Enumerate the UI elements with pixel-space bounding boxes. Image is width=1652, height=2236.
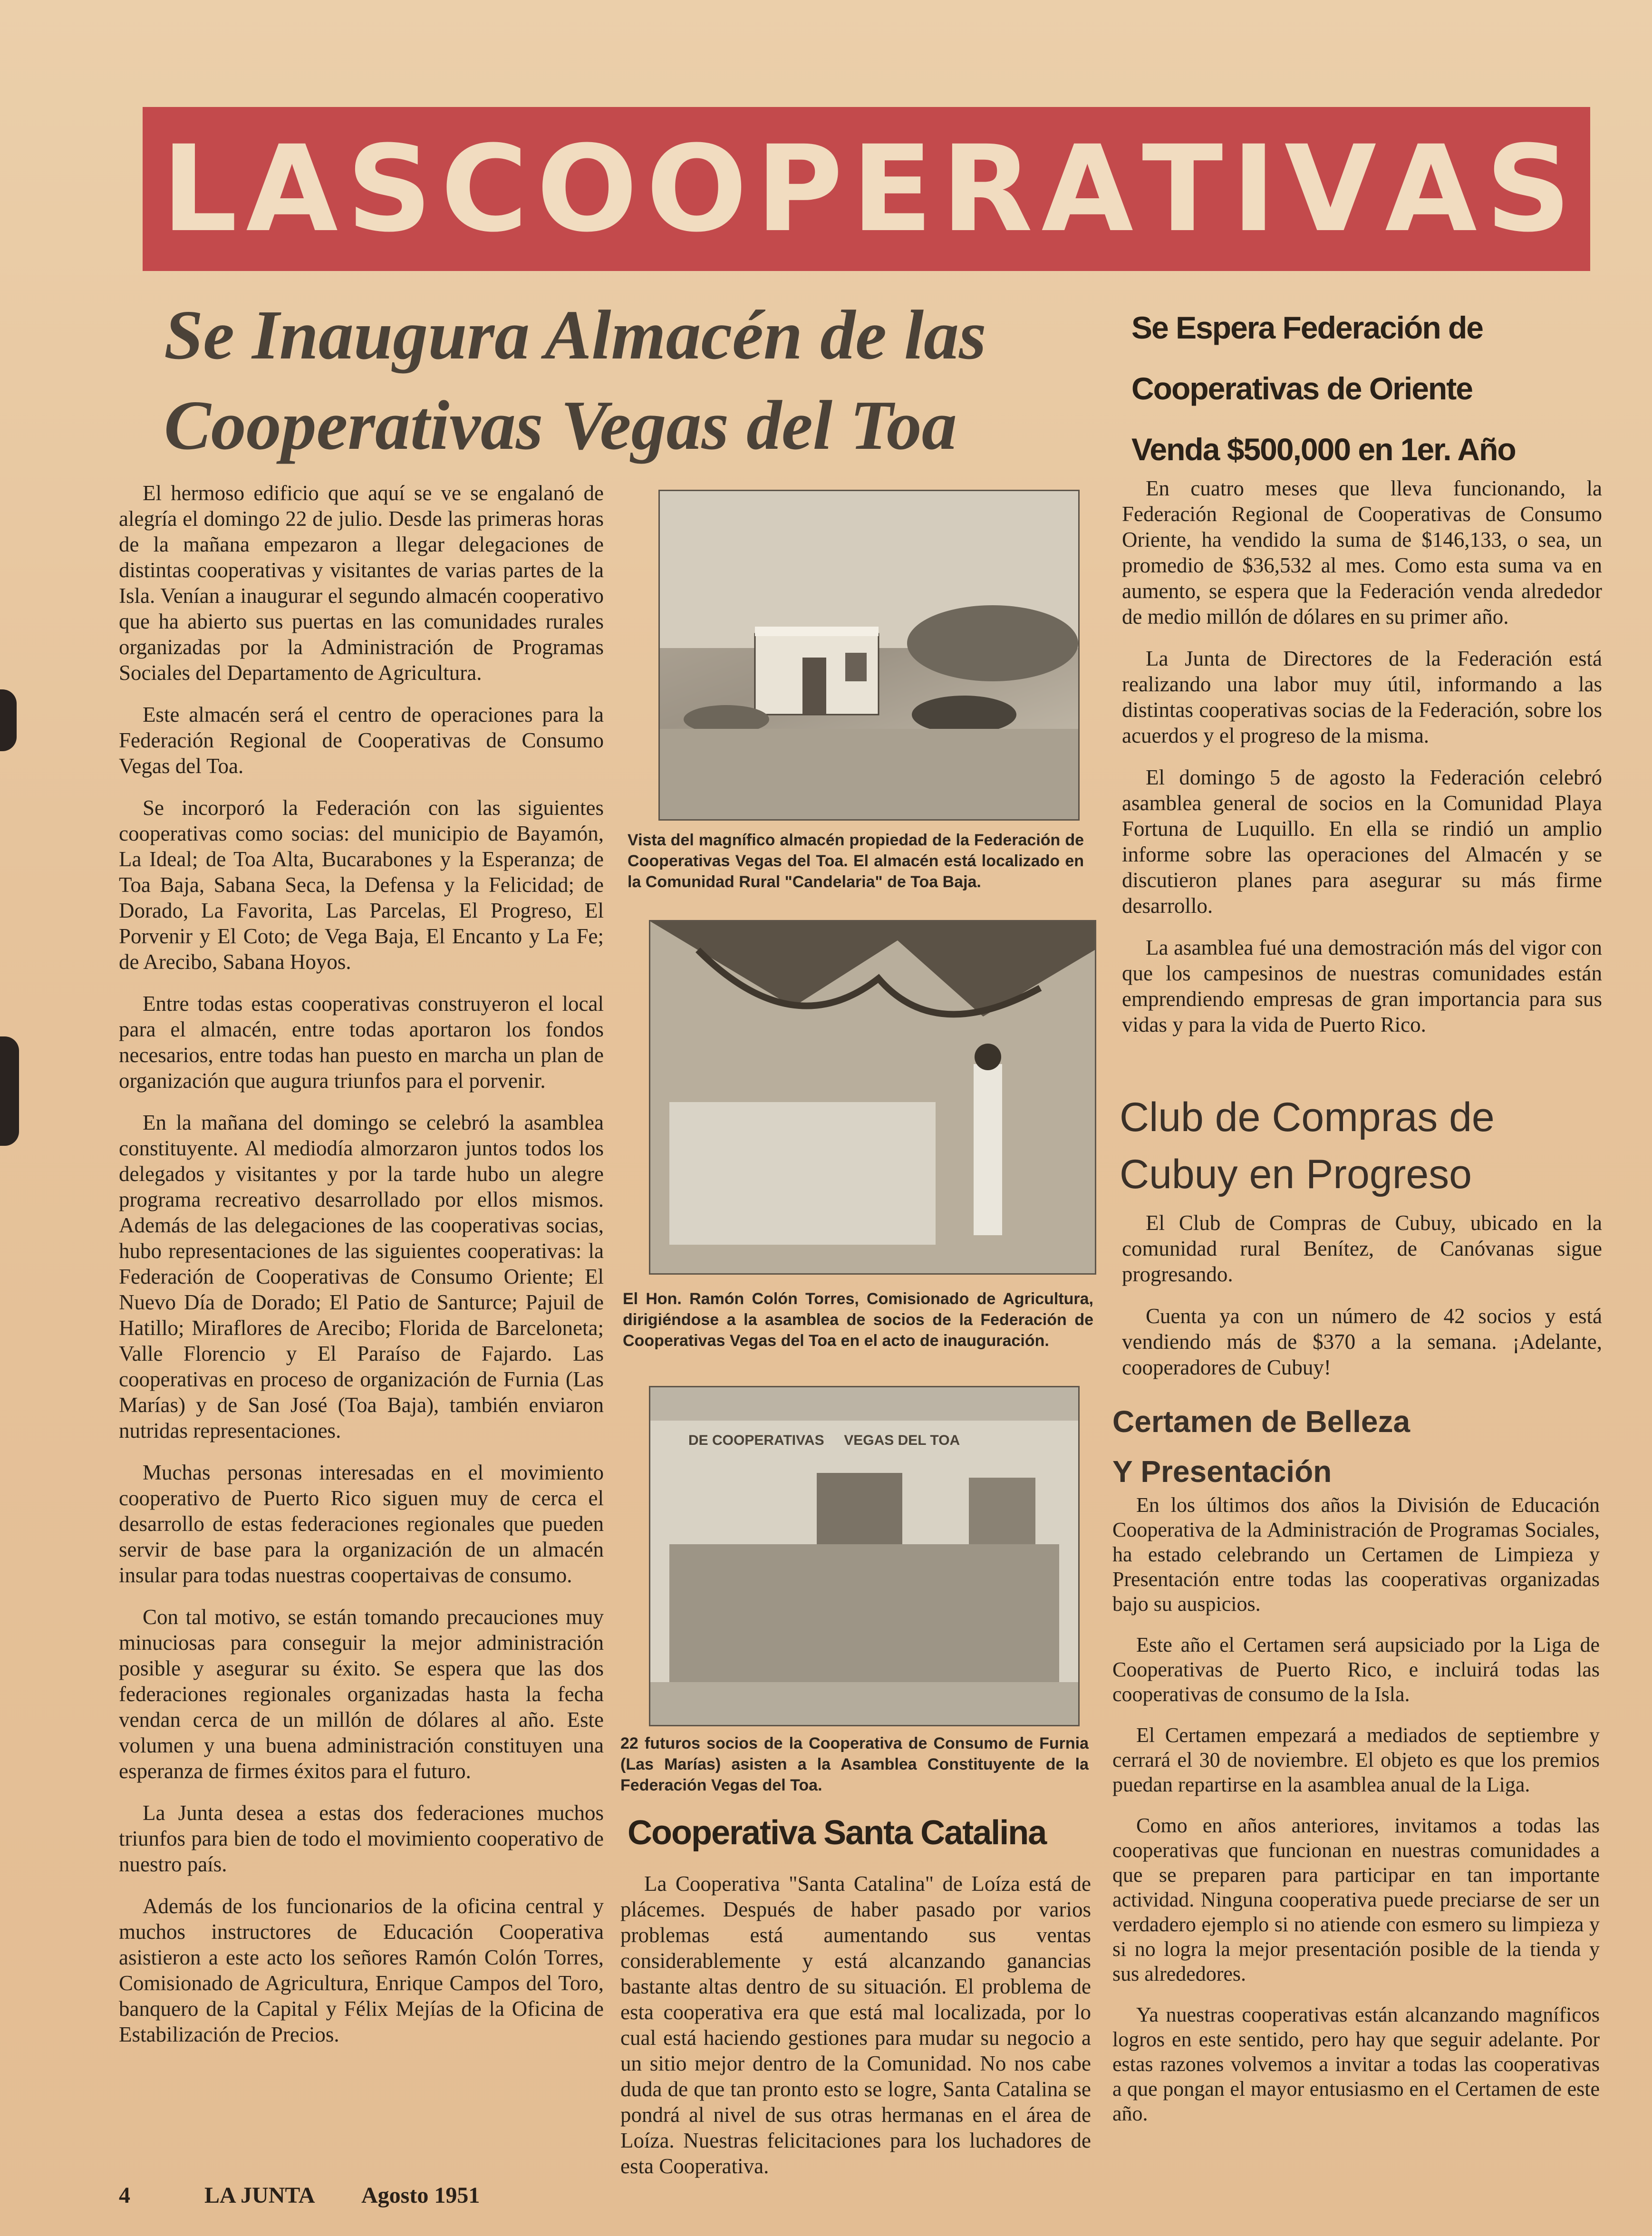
group-photo [649, 1386, 1080, 1726]
article-paragraph: En cuatro meses que lleva funcionando, la Federación Regional de Cooperativas de Consumo Oriente, ha vendido la suma de $146,133, o sea, un promedio de $36,532 al mes. Como esta suma va en aumento, se espera que la Federación venda alrededor de medio millón de dólares en su primer año. [1122, 476, 1602, 629]
masthead-letter: A [1385, 120, 1477, 258]
masthead-letter: S [346, 120, 432, 258]
article-paragraph: Además de los funcionarios de la oficina central y muchos instructores de Educación Cooperativa asistieron a este acto los señores Ramón Colón Torres, Comisionado de Agricultura, Enrique Campos del Toro, banquero de la Capital y Félix Mejías de la Oficina de Estabilización de Precios. [119, 1894, 604, 2046]
article-paragraph: Con tal motivo, se están tomando precauciones muy minuciosas para conseguir la mejor administración posible y asegurar su éxito. Se espera que las dos federaciones regionales organizadas hasta la fecha vendan cerca de un millón de dólares al año. Este volumen y una buena administración constituyen una esperanza de firmes éxitos para el futuro. [119, 1605, 604, 1783]
santa-catalina-headline: Cooperativa Santa Catalina [628, 1814, 1046, 1852]
assembly-photo [649, 920, 1096, 1275]
federacion-headline [1131, 297, 1588, 480]
masthead-letter: O [536, 120, 638, 258]
article-paragraph: El Certamen empezará a mediados de septiembre y cerrará el 30 de noviembre. El objeto es que los premios puedan repartirse en la asamblea anual de la Liga. [1112, 1723, 1600, 1796]
article-paragraph: El domingo 5 de agosto la Federación celebró asamblea general de socios en la Comunidad Playa Fortuna de Luquillo. En ella se rindió un amplio informe sobre las operaciones del Almacén y se discutieron planes para asegurar su más firme desarrollo. [1122, 765, 1602, 918]
club-headline-line: Club de Compras de [1120, 1094, 1495, 1140]
masthead-letter: E [851, 120, 933, 258]
certamen-body [1112, 1493, 1600, 2142]
article-paragraph: La Junta de Directores de la Federación está realizando una labor muy útil, informando a las distintas cooperativas socias de la Federación, sobre los acuerdos y el progreso de la misma. [1122, 647, 1602, 747]
main-headline [164, 290, 1091, 471]
club-headline [1120, 1089, 1600, 1203]
masthead-letter: A [1041, 120, 1133, 258]
club-headline-line: Cubuy en Progreso [1120, 1152, 1472, 1197]
photo-caption: El Hon. Ramón Colón Torres, Comisionado de Agricultura, dirigiéndose a la asamblea de socios de la Federación de Cooperativas Vegas del Toa en el acto de inauguración. [623, 1290, 1093, 1350]
masthead-letter: S [1485, 120, 1571, 258]
publication-name: LA JUNTA [204, 2183, 315, 2208]
photo-caption: 22 futuros socios de la Cooperativa de Consumo de Furnia (Las Marías) asisten a la Asamblea Constituyente de la Federación Vegas del Toa. [620, 1734, 1089, 1794]
article-paragraph: Muchas personas interesadas en el movimiento cooperativo de Puerto Rico siguen muy de cerca el desarrollo de estas federaciones regionales que pueden servir de base para la organización de un almacén insular para todas nuestras coopertaivas de consumo. [119, 1461, 604, 1587]
certamen-headline [1112, 1395, 1593, 1495]
federacion-body [1122, 475, 1602, 1054]
federacion-headline-line: Venda $500,000 en 1er. Año [1131, 432, 1516, 467]
santa-catalina-body [620, 1871, 1091, 2195]
masthead-letter: V [1284, 120, 1377, 258]
article-paragraph: Como en años anteriores, invitamos a todas las cooperativas que funcionan en nuestras comunidades a que se preparen para participar en tan importante actividad. Ninguna cooperativa puede preciarse de ser un verdadero ejemplo si no atiende con esmero su limpieza y si no logra la mejor presentación posible de la tienda y sus alrededores. [1112, 1814, 1600, 1985]
article-paragraph: La Cooperativa "Santa Catalina" de Loíza está de plácemes. Después de haber pasado por varios problemas está aumentando sus ventas considerablemente y está alcanzando ganancias bastante altas dentro de su situación. El problema de esta cooperativa era que está mal localizada, por lo cual está haciendo gestiones para mudar su negocio a un sitio mejor dentro de la Comunidad. No nos cabe duda de que tan pronto esto se logre, Santa Catalina se pondrá al nivel de sus otras hermanas en el área de Loíza. Nuestras felicitaciones para los luchadores de esta Cooperativa. [620, 1872, 1091, 2178]
article-paragraph: El Club de Compras de Cubuy, ubicado en la comunidad rural Benítez, de Canóvanas sigue progresando. [1122, 1211, 1602, 1286]
masthead-letter: O [646, 120, 747, 258]
publication-date: Agosto 1951 [361, 2183, 480, 2208]
federacion-headline-line: Cooperativas de Oriente [1131, 371, 1472, 406]
article-paragraph: Este almacén será el centro de operaciones para la Federación Regional de Cooperativas de Consumo Vegas del Toa. [119, 703, 604, 778]
main-article-body [119, 480, 604, 2063]
masthead-letter: P [755, 120, 843, 258]
masthead-letter: A [246, 120, 338, 258]
warehouse-illustration [660, 491, 1078, 819]
masthead [143, 107, 1590, 271]
federacion-headline-line: Se Espera Federación de [1131, 310, 1483, 345]
masthead-letter: C [441, 120, 528, 258]
article-paragraph: Cuenta ya con un número de 42 socios y está vendiendo más de $370 a la semana. ¡Adelante, cooperadores de Cubuy! [1122, 1304, 1602, 1379]
article-paragraph: Este año el Certamen será aupsiciado por la Liga de Cooperativas de Puerto Rico, e incluirá todas las cooperativas de consumo de la Isla. [1112, 1633, 1600, 1706]
building-sign: DE COOPERATIVAS VEGAS DEL TOA [688, 1433, 960, 1448]
article-paragraph: Se incorporó la Federación con las siguientes cooperativas como socias: del municipio de Bayamón, La Ideal; de Toa Alta, Bucarabones y la Esperanza; de Toa Baja, Sabana Seca, la Defensa y la Felicidad; de Dorado, La Favorita, Las Parcelas, El Progreso, El Porvenir y El Coto; de Vega Baja, El Encanto y La Fe; de Arecibo, Sabana Hoyos. [119, 796, 604, 974]
article-paragraph: El hermoso edificio que aquí se ve se engalanó de alegría el domingo 22 de julio. Desde las primeras horas de la mañana empezaron a llegar delegaciones de distintas cooperativas y visitantes de varias partes de la Isla. Venían a inaugurar el segundo almacén cooperativo que ha abierto sus puertas en las comunidades rurales organizadas por la Administración de Programas Sociales del Departamento de Agricultura. [119, 481, 604, 685]
main-headline-line: Se Inaugura Almacén de las [164, 296, 986, 374]
binding-hole [0, 689, 17, 751]
assembly-illustration [650, 921, 1095, 1273]
masthead-letter: I [1231, 120, 1276, 258]
masthead-letter: L [162, 120, 238, 258]
article-paragraph: La Junta desea a estas dos federaciones muchos triunfos para bien de todo el movimiento cooperativo de nuestro país. [119, 1801, 604, 1876]
certamen-headline-line: Y Presentación [1112, 1454, 1332, 1489]
masthead-letter: R [941, 120, 1033, 258]
main-headline-line: Cooperativas Vegas del Toa [164, 387, 957, 465]
photo-caption: Vista del magnífico almacén propiedad de la Federación de Cooperativas Vegas del Toa. El almacén está localizado en la Comunidad Rural "Candelaria" de Toa Baja. [628, 831, 1084, 891]
masthead-letter: T [1142, 120, 1223, 258]
article-paragraph: En los últimos dos años la División de Educación Cooperativa de la Administración de Programas Sociales, ha estado celebrando un Certamen de Limpieza y Presentación entre todas las cooperativas organizadas bajo su auspicios. [1112, 1493, 1600, 1616]
page-number: 4 [119, 2183, 130, 2208]
article-paragraph: Ya nuestras cooperativas están alcanzando magníficos logros en este sentido, pero hay que seguir adelante. Por estas razones volvemos a invitar a todas las cooperativas a que pongan el mayor entusiasmo en el Certamen de este año. [1112, 2003, 1600, 2125]
warehouse-photo [658, 490, 1080, 821]
article-paragraph: Entre todas estas cooperativas construyeron el local para el almacén, entre todas aportaron los fondos necesarios, entre todas han puesto en marcha un plan de organización que augura triunfos para el porvenir. [119, 992, 604, 1093]
article-paragraph: La asamblea fué una demostración más del vigor con que los campesinos de nuestras comunidades están emprendiendo empresas de gran importancia para sus vidas y para la vida de Puerto Rico. [1122, 936, 1602, 1036]
binding-hole [0, 1036, 19, 1146]
article-paragraph: En la mañana del domingo se celebró la asamblea constituyente. Al mediodía almorzaron juntos todos los delegados y visitantes y por la tarde hubo un alegre programa recreativo desarrollado por ellos mismos. Además de las delegaciones de las cooperativas socias, hubo representaciones de las siguientes cooperativas: la Federación de Cooperativas de Consumo Oriente; El Nuevo Día de Dorado; El Patio de Santurce; Pajuil de Hatillo; Miraflores de Arecibo; Florida de Barceloneta; Valle Florencio y El Paraíso de Fajardo. Las cooperativas en proceso de organización de Furnia (Las Marías) y de San José (Toa Baja), también enviaron nutridas representaciones. [119, 1111, 604, 1442]
club-body [1122, 1210, 1602, 1396]
certamen-headline-line: Certamen de Belleza [1112, 1404, 1410, 1439]
